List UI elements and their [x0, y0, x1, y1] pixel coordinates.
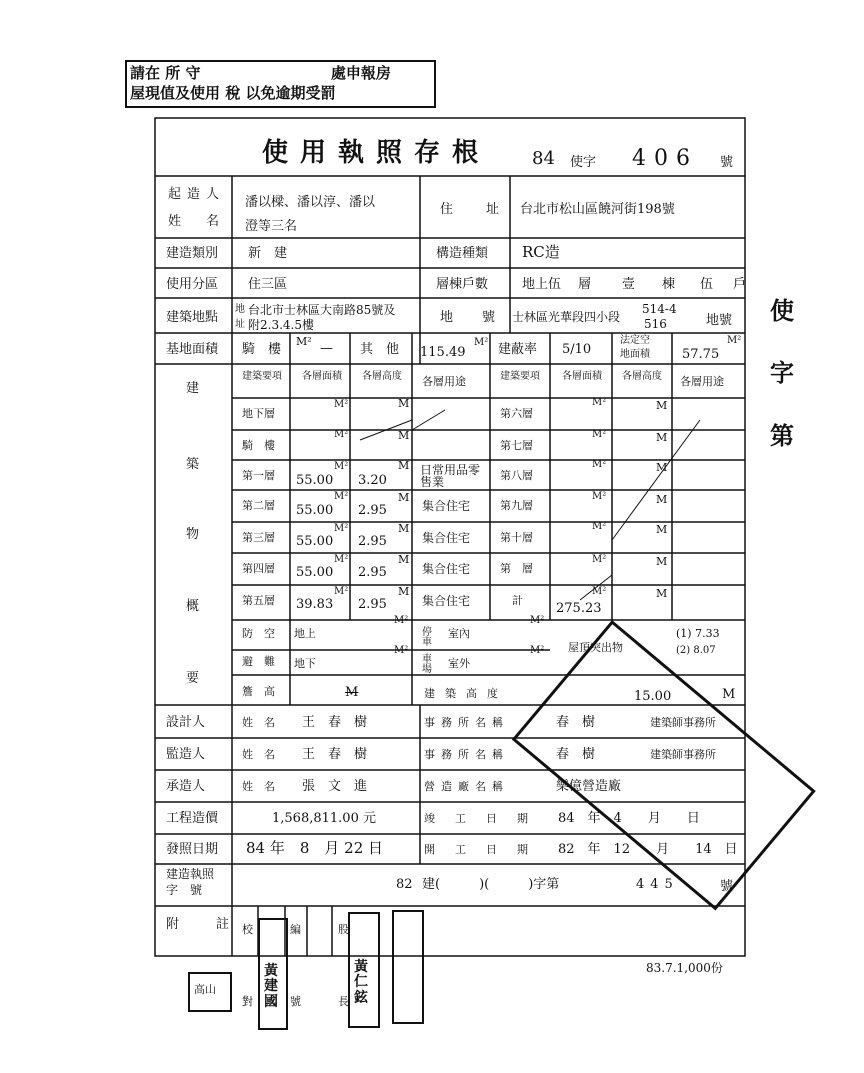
page-title: 使用執照存根	[262, 138, 491, 168]
evac-below: 地下	[294, 657, 316, 670]
notes-col-5: 股	[338, 923, 349, 936]
owner-name-2: 澄等三名	[245, 219, 298, 234]
unit-m-r: M	[656, 555, 668, 568]
eave-label: 簷 高	[242, 685, 275, 698]
floor-name: 第二層	[242, 499, 275, 512]
buildings-unit: 棟	[662, 277, 676, 292]
outdoor-unit: M²	[530, 645, 545, 656]
roof-label: 屋頂突出物	[568, 641, 623, 654]
bld-head-height-r: 各層高度	[622, 371, 662, 382]
site-num-hao: 號	[482, 310, 496, 325]
unit-m2: M²	[334, 523, 349, 534]
contractor-name: 張 文 進	[302, 779, 368, 794]
unit-m2: M²	[334, 554, 349, 565]
designer-office: 春 樹	[556, 715, 596, 730]
cost-label: 工程造價	[166, 811, 219, 826]
contractor-company: 樂億營造廠	[556, 779, 622, 794]
floor-name-r: 計	[512, 594, 523, 607]
floor-height: 2.95	[358, 565, 387, 580]
bld-height-label: 建築高度	[424, 687, 508, 700]
supervisor-office: 春 樹	[556, 747, 596, 762]
floor-name: 地下層	[242, 407, 275, 420]
seal-name-1: 黃建國	[264, 963, 278, 1010]
bld-head-item-r: 建築要項	[500, 371, 540, 382]
floor-height: 2.95	[358, 534, 387, 549]
start-label: 開工日期	[424, 843, 548, 856]
floors-unit: 層	[578, 277, 592, 292]
evac-label: 避 難	[242, 655, 275, 668]
floor-area: 39.83	[296, 597, 334, 612]
print-info: 83.7.1,000份	[646, 961, 723, 975]
open-value: 57.75	[682, 347, 720, 362]
arcade-label: 騎 樓	[242, 342, 282, 357]
complete-value: 84 年 4 月 日	[558, 811, 700, 826]
parking-label-2: 車場	[422, 654, 432, 675]
unit-m-r: M	[656, 431, 668, 444]
floor-name-r: 第九層	[500, 499, 533, 512]
shelter-label: 防 空	[242, 627, 275, 640]
bld-char-1: 建	[186, 381, 200, 396]
notes-col-1: 校	[242, 923, 253, 936]
site-addr-1: 台北市士林區大南路85號及	[248, 303, 396, 317]
evac-unit: M²	[394, 645, 409, 656]
site-di: 地	[235, 304, 245, 315]
units-value: 伍	[700, 277, 714, 292]
permit-number: 406	[632, 146, 698, 171]
permit-no-suffix: 號	[720, 879, 734, 894]
roof-value-2: (2) 8.07	[676, 645, 716, 656]
unit-m: M	[398, 429, 410, 442]
parking-outdoor: 室外	[448, 657, 470, 670]
seal-stamp-3	[392, 910, 424, 1024]
cost-value: 1,568,811.00 元	[272, 811, 376, 826]
permit-label-2: 字 號	[166, 883, 203, 897]
unit-m2: M²	[334, 491, 349, 502]
designer-label: 設計人	[166, 715, 206, 730]
unit-m2-r: M²	[592, 429, 607, 440]
supervisor-name: 王 春 樹	[302, 747, 368, 762]
notes-col-4: 號	[290, 995, 301, 1008]
eave-unit: M	[345, 685, 359, 700]
build-type-label: 建造類別	[166, 246, 219, 261]
permit-type: 使字	[570, 155, 597, 170]
floors-value: 地上伍	[522, 277, 562, 292]
open-label-2: 地面積	[620, 349, 650, 360]
top-notice-line1: 請在 所 守 處申報房	[130, 64, 391, 82]
bld-char-4: 概	[186, 599, 200, 614]
floor-name-r: 第 層	[500, 562, 533, 575]
floor-name: 第一層	[242, 469, 275, 482]
total-area: 275.23	[556, 601, 602, 616]
unit-m-r: M	[656, 523, 668, 536]
shelter-above: 地上	[294, 627, 316, 640]
open-unit: M²	[727, 335, 742, 346]
bld-head-item: 建築要項	[242, 371, 282, 382]
owner-address: 台北市松山區饒河街198號	[520, 202, 675, 217]
site-label: 建築地點	[166, 310, 219, 325]
unit-m2-r: M²	[592, 397, 607, 408]
other-value: 115.49	[420, 345, 466, 360]
bld-head-area: 各層面積	[302, 371, 342, 382]
use-zone-label: 使用分區	[166, 277, 219, 292]
permit-suffix: 號	[720, 155, 734, 170]
floor-name-r: 第七層	[500, 439, 533, 452]
struct-value: RC造	[522, 243, 560, 261]
floor-name: 第五層	[242, 594, 275, 607]
unit-m2-r: M²	[592, 554, 607, 565]
floor-area: 55.00	[296, 473, 334, 488]
unit-m2: M²	[334, 586, 349, 597]
unit-m2: M²	[334, 461, 349, 472]
unit-m2-r: M²	[592, 586, 607, 597]
complete-label: 竣工日期	[424, 812, 548, 825]
coverage-value: 5/10	[562, 342, 592, 357]
seal-small: 高山	[194, 983, 216, 996]
designer-office-label: 事務所名稱	[424, 716, 509, 729]
designer-name-label: 姓 名	[242, 716, 275, 729]
site-lot-suffix: 地號	[706, 313, 733, 328]
floor-area: 55.00	[296, 503, 334, 518]
permit-text: 建( )( )字第	[422, 877, 560, 892]
site-zhi: 址	[235, 319, 245, 330]
owner-name-1: 潘以樑、潘以淳、潘以	[245, 195, 376, 210]
floor-use: 日常用品零售業	[420, 463, 481, 489]
floor-use: 集合住宅	[422, 562, 471, 576]
other-unit: M²	[474, 337, 489, 348]
unit-m2-r: M²	[592, 521, 607, 532]
permit-year-value: 82	[396, 877, 413, 892]
unit-m-r: M	[656, 461, 668, 474]
buildings-value: 壹	[622, 277, 636, 292]
area-label: 基地面積	[166, 342, 219, 357]
permit-label-1: 建造執照	[166, 867, 215, 881]
indoor-unit: M²	[530, 615, 545, 626]
use-zone-value: 住三區	[248, 277, 288, 292]
floor-name: 第四層	[242, 562, 275, 575]
floor-area: 55.00	[296, 565, 334, 580]
top-notice-line2: 屋現值及使用 稅 以免逾期受罰	[130, 84, 336, 102]
right-margin-text: 使 字 第	[770, 296, 794, 450]
supervisor-office-suffix: 建築師事務所	[650, 748, 716, 761]
issue-label: 發照日期	[166, 842, 219, 857]
unit-m2: M²	[334, 429, 349, 440]
arcade-unit: M²	[296, 335, 312, 348]
floor-name-r: 第八層	[500, 469, 533, 482]
designer-name: 王 春 樹	[302, 715, 368, 730]
units-unit: 戶	[733, 277, 747, 292]
unit-m-r: M	[656, 399, 668, 412]
notes-col-3: 編	[290, 923, 301, 936]
bld-head-height: 各層高度	[362, 371, 402, 382]
parking-label-1: 停車	[422, 627, 432, 648]
struct-label: 構造種類	[436, 246, 489, 261]
contractor-company-label: 營造廠名稱	[424, 780, 509, 793]
floor-name: 騎 樓	[242, 439, 275, 452]
bld-head-use: 各層用途	[422, 375, 466, 388]
bld-head-area-r: 各層面積	[562, 371, 602, 382]
unit-m: M	[398, 397, 410, 410]
unit-m: M	[398, 585, 410, 598]
owner-label-2: 姓 名	[168, 214, 226, 229]
unit-m2: M²	[334, 399, 349, 410]
bld-char-2: 築	[186, 457, 200, 472]
seal-name-2: 黃仁鉉	[354, 959, 368, 1006]
floor-use: 集合住宅	[422, 499, 471, 513]
coverage-label: 建蔽率	[498, 342, 538, 357]
floor-name: 第三層	[242, 531, 275, 544]
supervisor-label: 監造人	[166, 747, 206, 762]
notes-col-2: 對	[242, 995, 253, 1008]
permit-no: 445	[636, 877, 679, 892]
supervisor-name-label: 姓 名	[242, 748, 275, 761]
bld-char-3: 物	[186, 527, 200, 542]
owner-address-label: 住 址	[440, 202, 510, 217]
other-label: 其 他	[360, 342, 400, 357]
build-type-value: 新 建	[248, 246, 288, 261]
bld-height-unit: M	[722, 687, 736, 702]
parking-indoor: 室內	[448, 627, 470, 640]
floor-name-r: 第六層	[500, 407, 533, 420]
unit-m: M	[398, 522, 410, 535]
unit-m2-r: M²	[592, 459, 607, 470]
unit-m2-r: M²	[592, 491, 607, 502]
unit-m: M	[398, 459, 410, 472]
shelter-unit: M²	[394, 615, 409, 626]
bld-height-value: 15.00	[634, 689, 672, 704]
floor-name-r: 第十層	[500, 531, 533, 544]
floor-height: 2.95	[358, 503, 387, 518]
start-value: 82 年 12 月 14 日	[558, 842, 738, 857]
floor-height: 3.20	[358, 473, 387, 488]
notes-col-6: 長	[338, 995, 349, 1008]
site-lot-2: 516	[644, 317, 667, 331]
contractor-name-label: 姓 名	[242, 780, 275, 793]
arcade-value: —	[320, 341, 333, 356]
owner-label-1: 起造人	[168, 187, 226, 202]
contractor-label: 承造人	[166, 779, 206, 794]
supervisor-office-label: 事務所名稱	[424, 748, 509, 761]
floor-height: 2.95	[358, 597, 387, 612]
floor-use: 集合住宅	[422, 531, 471, 545]
unit-m-r: M	[656, 587, 668, 600]
unit-m: M	[398, 553, 410, 566]
designer-office-suffix: 建築師事務所	[650, 716, 716, 729]
issue-value: 84 年 8 月 22 日	[246, 839, 384, 857]
unit-m: M	[398, 491, 410, 504]
site-lot-1: 514-4	[642, 302, 677, 316]
floor-area: 55.00	[296, 534, 334, 549]
open-label-1: 法定空	[620, 335, 650, 346]
unit-m-r: M	[656, 493, 668, 506]
bld-head-use-r: 各層用途	[680, 375, 724, 388]
floors-label: 層棟戶數	[436, 277, 489, 292]
notes-label: 附 註	[166, 917, 242, 932]
bld-char-5: 要	[186, 671, 200, 686]
site-addr-2: 附2.3.4.5樓	[248, 318, 314, 332]
site-lot-area: 士林區光華段四小段	[512, 310, 621, 324]
floor-use: 集合住宅	[422, 594, 471, 608]
site-num-di: 地	[440, 310, 454, 325]
roof-value-1: (1) 7.33	[676, 627, 720, 640]
permit-year: 84	[532, 148, 555, 169]
